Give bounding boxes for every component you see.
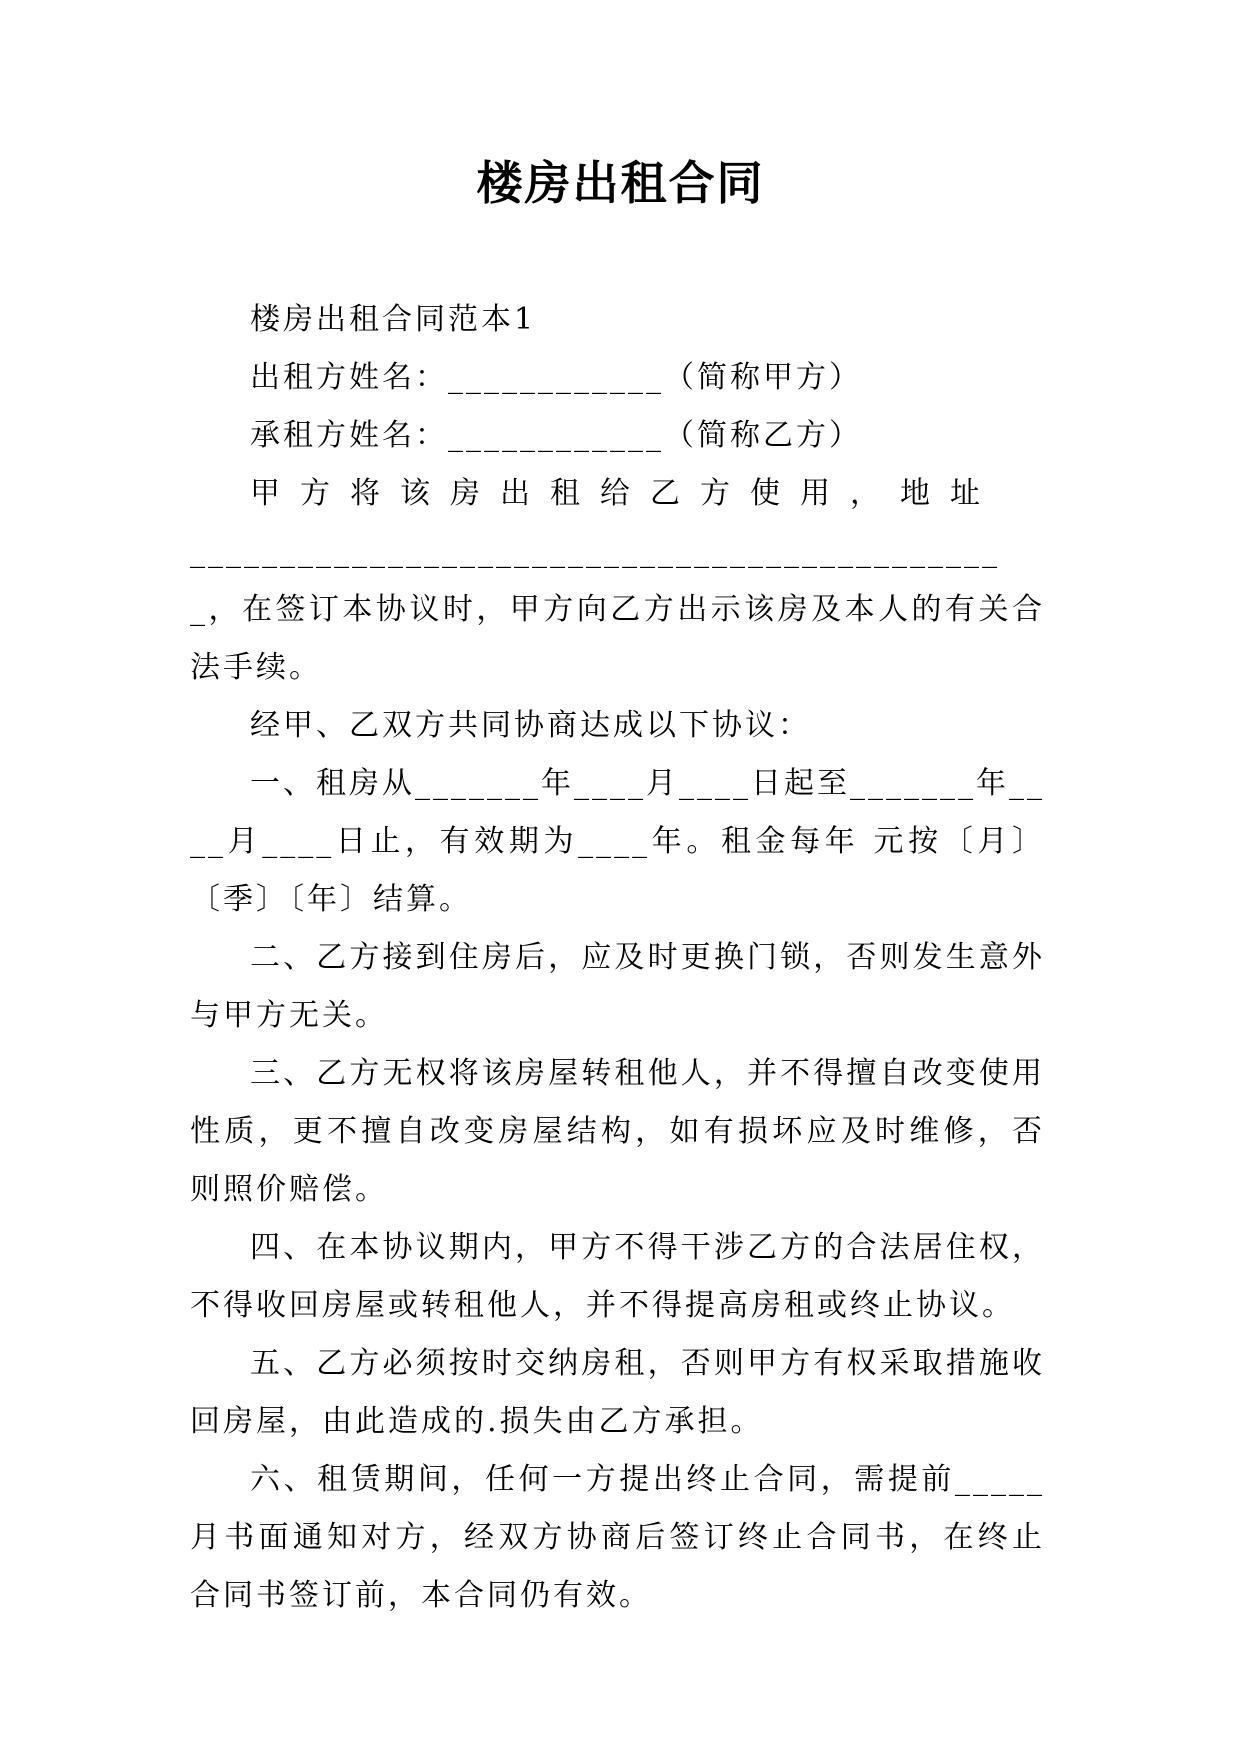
- paragraph-agreement-intro: 经甲、乙双方共同协商达成以下协议：: [250, 708, 811, 743]
- paragraph-sample-heading: 楼房出租合同范本1: [250, 302, 537, 337]
- paragraph-rental-address-intro: 甲方将该房出租给乙方使用，地址: [250, 476, 1000, 511]
- paragraph-lessee-name: 承租方姓名：____________（简称乙方）: [250, 418, 862, 453]
- paragraph-clause-6: 六、租赁期间，任何一方提出终止合同，需提前_____月书面通知对方，经双方协商后签订终止合同书，在终止合同书签订前，本合同仍有效。: [190, 1462, 1045, 1613]
- paragraph-clause-4: 四、在本协议期内，甲方不得干涉乙方的合法居住权，不得收回房屋或转租他人，并不得提高房租或终止协议。: [190, 1230, 1045, 1323]
- paragraph-rental-address: ______________________________________________，在签订本协议时，甲方向乙方出示该房及本人的有关合法手续。: [190, 534, 1045, 685]
- paragraph-clause-2: 二、乙方接到住房后，应及时更换门锁，否则发生意外与甲方无关。: [190, 940, 1045, 1033]
- paragraph-clause-1: 一、租房从_______年____月____日起至_______年____月____日止，有效期为____年。租金每年 元按〔月〕〔季〕〔年〕结算。: [190, 766, 1045, 917]
- document-body: [190, 291, 1045, 1625]
- paragraph-lessor-name: 出租方姓名：____________（简称甲方）: [250, 360, 862, 395]
- document-title: 楼房出租合同: [476, 156, 765, 210]
- paragraph-clause-3: 三、乙方无权将该房屋转租他人，并不得擅自改变使用性质，更不擅自改变房屋结构，如有损坏应及时维修，否则照价赔偿。: [190, 1056, 1045, 1207]
- paragraph-clause-5: 五、乙方必须按时交纳房租，否则甲方有权采取措施收回房屋，由此造成的.损失由乙方承担。: [190, 1346, 1045, 1439]
